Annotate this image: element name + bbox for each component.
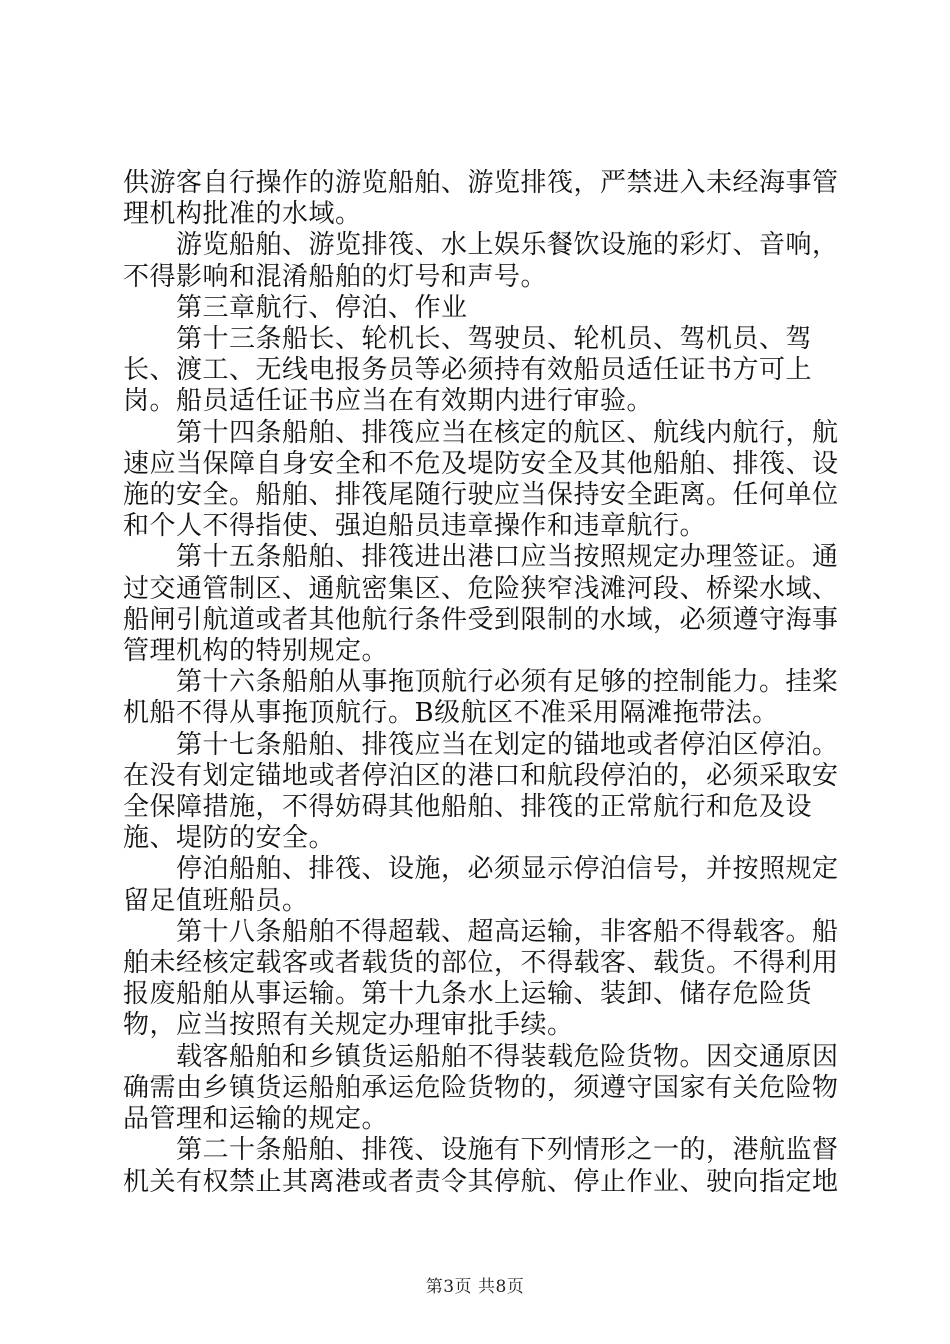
- paragraph-article-17: 第十七条船舶、排筏应当在划定的锚地或者停泊区停泊。在没有划定锚地或者停泊区的港口和航段停泊的，必须采取安全保障措施，不得妨碍其他船舶、排筏的正常航行和危及设施、堤防的安全。: [123, 729, 839, 854]
- paragraph-intro-continuation: 供游客自行操作的游览船舶、游览排筏，严禁进入未经海事管理机构批准的水域。: [123, 168, 839, 230]
- paragraph-article-15: 第十五条船舶、排筏进出港口应当按照规定办理签证。通过交通管制区、通航密集区、危险狭窄浅滩河段、桥梁水域、船闸引航道或者其他航行条件受到限制的水域，必须遵守海事管理机构的特别规定。: [123, 542, 839, 667]
- paragraph-article-14: 第十四条船舶、排筏应当在核定的航区、航线内航行，航速应当保障自身安全和不危及堤防安全及其他船舶、排筏、设施的安全。船舶、排筏尾随行驶应当保持安全距离。任何单位和个人不得指使、强迫船员违章操作和违章航行。: [123, 417, 839, 542]
- paragraph-mooring-signal: 停泊船舶、排筏、设施，必须显示停泊信号，并按照规定留足值班船员。: [123, 854, 839, 916]
- page-footer: 第3页 共8页: [425, 1277, 525, 1297]
- document-body: [123, 168, 843, 1198]
- paragraph-article-18-19: 第十八条船舶不得超载、超高运输，非客船不得载客。船舶未经核定载客或者载货的部位，不得载客、载货。不得利用报废船舶从事运输。第十九条水上运输、装卸、储存危险货物，应当按照有关规定办理审批手续。: [123, 916, 839, 1041]
- paragraph-dangerous-goods: 载客船舶和乡镇货运船舶不得装载危险货物。因交通原因确需由乡镇货运船舶承运危险货物的，须遵守国家有关危险物品管理和运输的规定。: [123, 1041, 839, 1135]
- paragraph-lighting-rule: 游览船舶、游览排筏、水上娱乐餐饮设施的彩灯、音响，不得影响和混淆船舶的灯号和声号。: [123, 230, 839, 292]
- paragraph-article-13: 第十三条船长、轮机长、驾驶员、轮机员、驾机员、驾长、渡工、无线电报务员等必须持有效船员适任证书方可上岗。船员适任证书应当在有效期内进行审验。: [123, 324, 813, 417]
- paragraph-article-20: 第二十条船舶、排筏、设施有下列情形之一的，港航监督机关有权禁止其离港或者责令其停航、停止作业、驶向指定地: [123, 1135, 839, 1197]
- chapter-heading: 第三章航行、停泊、作业: [123, 292, 468, 323]
- paragraph-article-16: 第十六条船舶从事拖顶航行必须有足够的控制能力。挂桨机船不得从事拖顶航行。B级航区不准采用隔滩拖带法。: [123, 667, 839, 729]
